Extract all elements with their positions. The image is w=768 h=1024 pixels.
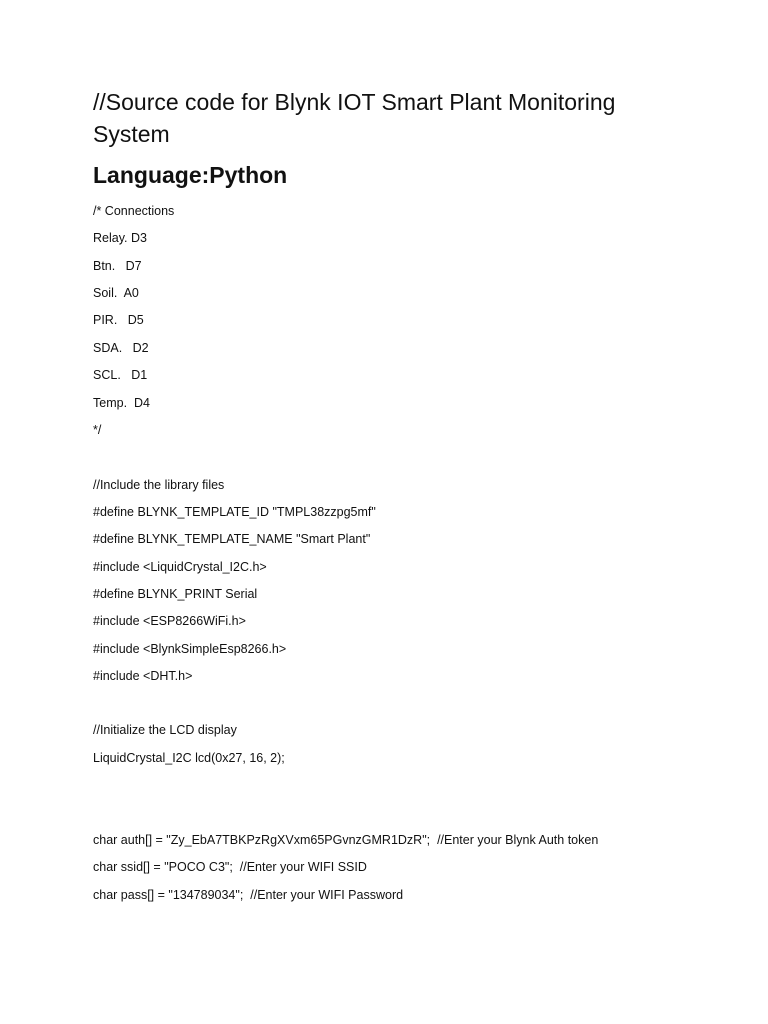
code-line: char pass[] = "134789034"; //Enter your WIFI Password xyxy=(93,888,404,902)
code-line: Relay. D3 xyxy=(93,231,147,245)
code-line: SCL. D1 xyxy=(93,368,148,382)
code-line: #define BLYNK_PRINT Serial xyxy=(93,587,258,601)
code-line: PIR. D5 xyxy=(93,313,144,327)
code-line: LiquidCrystal_I2C lcd(0x27, 16, 2); xyxy=(93,751,285,765)
code-line: Soil. A0 xyxy=(93,286,139,300)
code-line: #include <ESP8266WiFi.h> xyxy=(93,614,246,628)
language-heading: Language:Python xyxy=(93,162,288,188)
code-line: Temp. D4 xyxy=(93,396,150,410)
code-line: #define BLYNK_TEMPLATE_NAME "Smart Plant" xyxy=(93,532,371,546)
code-line: #include <LiquidCrystal_I2C.h> xyxy=(93,560,267,574)
document-title: //Source code for Blynk IOT Smart Plant Monitoring System xyxy=(93,89,616,147)
code-line: char ssid[] = "POCO C3"; //Enter your WIFI SSID xyxy=(93,860,367,874)
code-line: #include <DHT.h> xyxy=(93,669,193,683)
code-line: char auth[] = "Zy_EbA7TBKPzRgXVxm65PGvnzGMR1DzR"; //Enter your Blynk Auth token xyxy=(93,833,599,847)
code-line: SDA. D2 xyxy=(93,341,149,355)
code-line: */ xyxy=(93,423,102,437)
code-line: #include <BlynkSimpleEsp8266.h> xyxy=(93,642,287,656)
code-line: Btn. D7 xyxy=(93,259,142,273)
code-line: //Include the library files xyxy=(93,478,225,492)
code-line: #define BLYNK_TEMPLATE_ID "TMPL38zzpg5mf" xyxy=(93,505,376,519)
code-line: //Initialize the LCD display xyxy=(93,723,237,737)
code-line: /* Connections xyxy=(93,204,175,218)
